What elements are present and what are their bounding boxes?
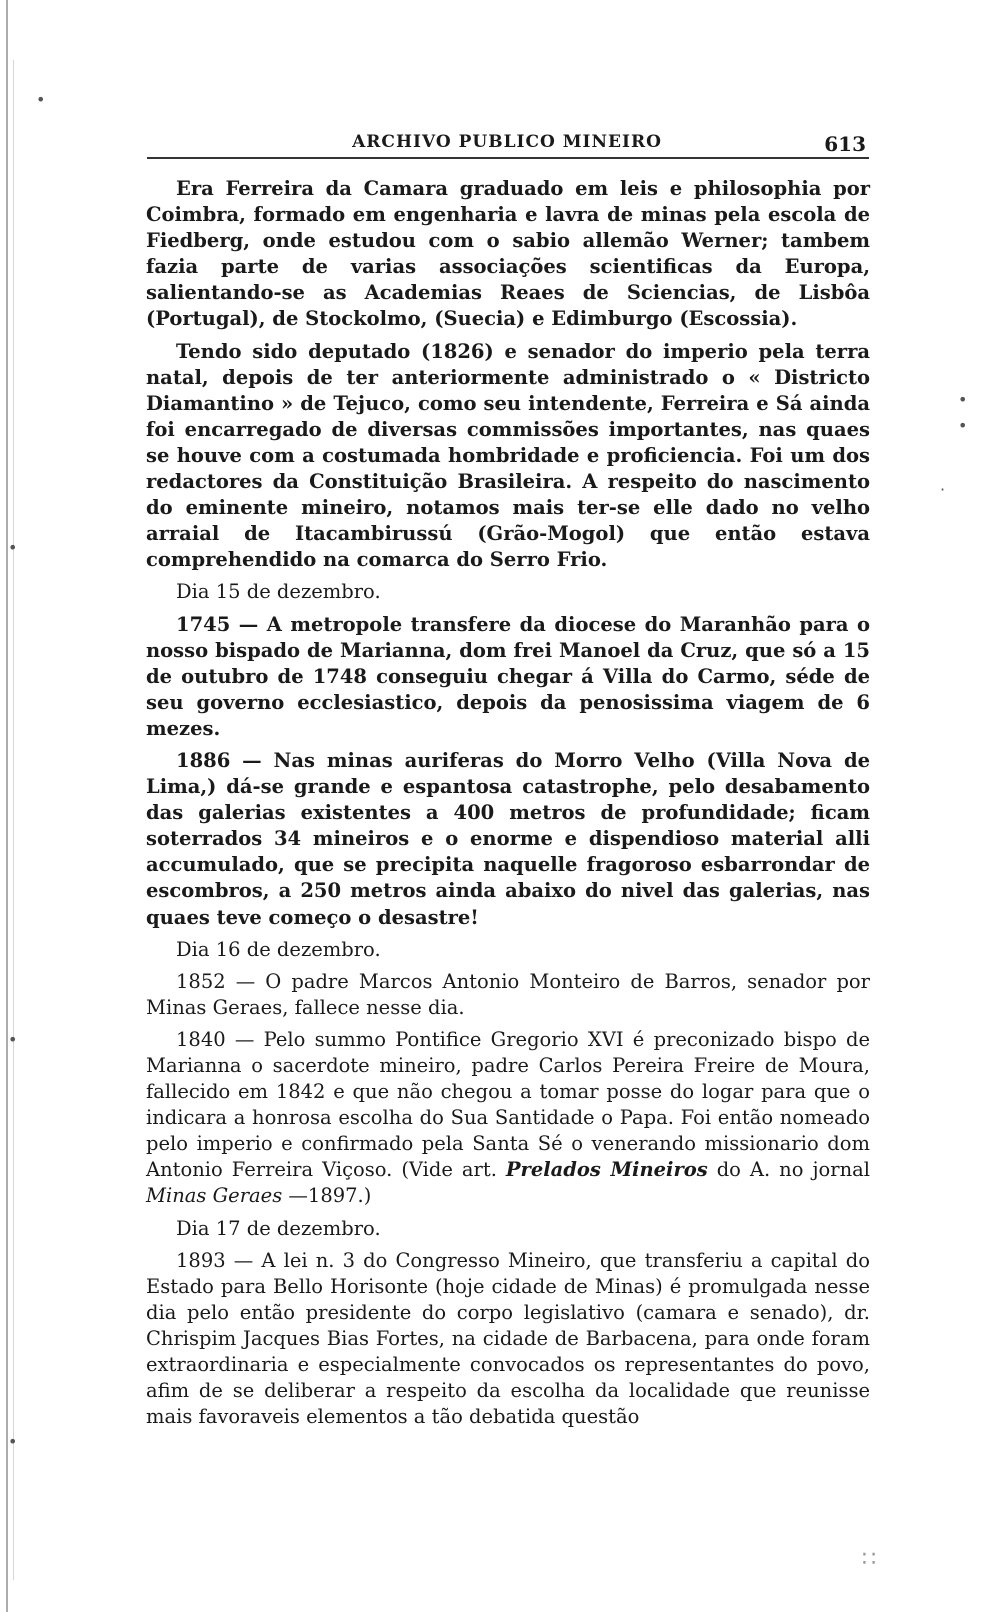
running-title: ARCHIVO PUBLICO MINEIRO [352, 132, 662, 152]
paragraph [146, 1027, 870, 1210]
paragraph-text: 1840 — Pelo summo Pontifice Gregorio XVI é preconizado bispo de Marianna o sacerdote mineiro, padre Carlos Pereira Freire de Moura, fallecido em 1842 e que não chegou a tomar posse do logar para que o indicara a honrosa escolha do Sua Santidade o Papa. Foi então nomeado pelo imperio e confirmado pela Santa Sé o venerando missionario dom Antonio Ferreira Viçoso. (Vide art. [146, 1027, 870, 1182]
dateline: Dia 15 de dezembro. [176, 580, 381, 604]
paragraph: Tendo sido deputado (1826) e senador do imperio pela terra natal, depois de ter anteriormente administrado o « Districto Diamantino » de Tejuco, como seu intendente, Ferreira e Sá ainda foi encarregado de diversas commissões importantes, nas quaes se houve com a costumada hombridade e proficiencia. Foi um dos redactores da Constituição Brasileira. A respeito do nascimento do eminente mineiro, notamos mais ter-se elle dado no velho arraial de Itacambirussú (Grão-Mogol) que então estava comprehendido na comarca do Serro Frio. [146, 339, 870, 572]
paragraph-text: —1897.) [282, 1184, 372, 1208]
page-number: 613 [824, 132, 866, 156]
page-header [148, 132, 866, 158]
header-rule [147, 157, 869, 162]
speck-mark: · [940, 480, 946, 499]
paragraph: 1852 — O padre Marcos Antonio Monteiro de Barros, senador por Minas Geraes, fallece nesse dia. [146, 969, 870, 1019]
dateline: Dia 16 de dezembro. [176, 937, 381, 961]
page-edge-line [13, 60, 14, 1580]
speck-mark: • [8, 538, 18, 557]
speck-mark: • [8, 1432, 18, 1451]
speck-mark: • [8, 1030, 18, 1049]
page-edge-shadow [6, 0, 8, 1612]
smudge-mark: ∷ [862, 1547, 876, 1572]
paragraph: Era Ferreira da Camara graduado em leis e philosophia por Coimbra, formado em engenharia e lavra de minas pela escola de Fiedberg, onde estudou com o sabio allemão Werner; tambem fazia parte de varias associações scientificas da Europa, salientando-se as Academias Reaes de Sciencias, de Lisbôa (Portugal), de Stockolmo, (Suecia) e Edimburgo (Escossia). [146, 177, 870, 331]
paragraph: 1886 — Nas minas auriferas do Morro Velho (Villa Nova de Lima,) dá-se grande e espantosa catastrophe, pelo desabamento das galerias existentes a 400 metros de profundidade; ficam soterrados 34 mineiros e o enorme e dispendioso material alli accumulado, que se precipita naquelle fragoroso esbarrondar de escombros, a 250 metros ainda abaixo do nivel das galerias, nas quaes teve começo o desastre! [146, 748, 870, 929]
paragraph: 1745 — A metropole transfere da diocese do Maranhão para o nosso bispado de Marianna, dom frei Manoel da Cruz, que só a 15 de outubro de 1748 conseguiu chegar á Villa do Carmo, séde de seu governo ecclesiastico, depois da penosissima viagem de 6 mezes. [146, 612, 870, 740]
italic-title: Minas Geraes [146, 1184, 283, 1208]
dateline: Dia 17 de dezembro. [176, 1216, 381, 1240]
italic-title: Prelados Mineiros [505, 1158, 708, 1182]
speck-mark: • [958, 416, 968, 435]
speck-mark: • [36, 90, 46, 109]
speck-mark: • [958, 390, 968, 409]
paragraph: 1893 — A lei n. 3 do Congresso Mineiro, que transferiu a capital do Estado para Bello Horisonte (hoje cidade de Minas) é promulgada nesse dia pelo então presidente do corpo legislativo (camara e senado), dr. Chrispim Jacques Bias Fortes, na cidade de Barbacena, para onde foram extraordinaria e especialmente convocados os representantes do povo, afim de se deliberar a respeito da escolha da localidade que reunisse mais favoraveis elementos a tão debatida questão [146, 1248, 870, 1429]
body-text [146, 176, 870, 1436]
paragraph-text: do A. no jornal [707, 1158, 870, 1182]
